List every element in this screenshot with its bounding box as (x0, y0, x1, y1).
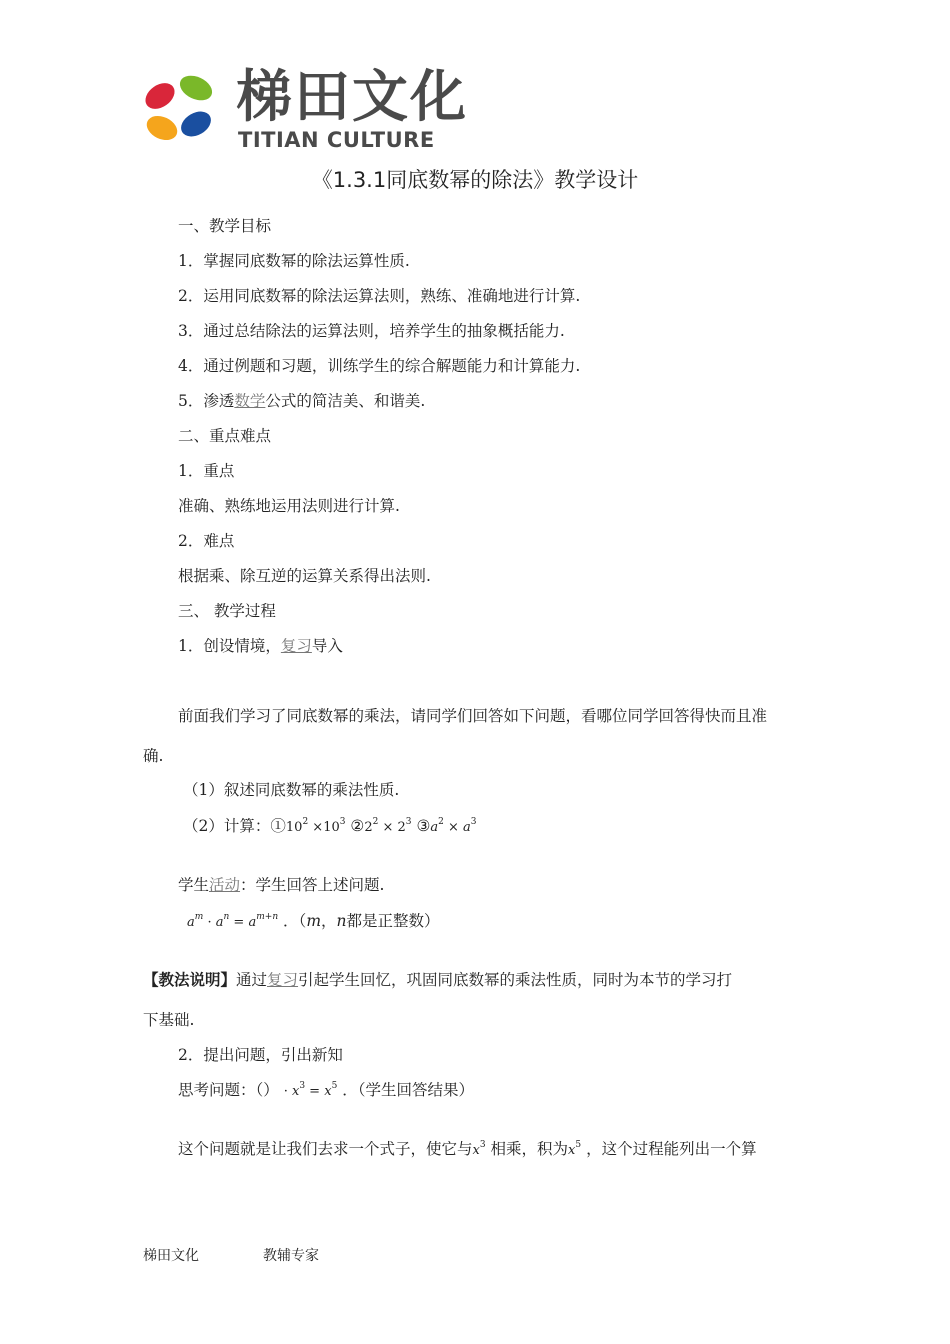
student-activity (178, 874, 384, 896)
math-expression: $a^m \cdot a^n = a^{m+n}$ (187, 912, 279, 930)
review-link[interactable]: 复习 (280, 637, 312, 655)
section2-heading: 二、重点难点 (178, 427, 272, 445)
activity-link[interactable]: 活动 (209, 876, 241, 894)
math-expression: $10^2 \times 10^3$ (285, 817, 346, 835)
question-2 (183, 815, 477, 839)
section3-heading: 三、 教学过程 (178, 602, 276, 620)
section1-heading: 一、教学目标 (178, 217, 272, 235)
method-text: 引起学生回忆，巩固同底数幂的乘法性质，同时为本节的学习打 (298, 971, 733, 989)
objective-text: 公式的简洁美、和谐美. (265, 392, 426, 410)
method-explanation-line2: 下基础. (143, 1011, 195, 1029)
petals-logo-icon (140, 66, 220, 151)
document-title: 《1.3.1同底数幂的除法》教学设计 (311, 168, 639, 192)
step1-text: 1．创设情境， (178, 637, 281, 655)
explanation-paragraph: 这个问题就是让我们去求一个式子，使它与$x^3$ 相乘，积为$x^5$ ，这个过程能列出一个算 (178, 1140, 757, 1158)
difficulty-text: 根据乘、除互逆的运算关系得出法则. (178, 567, 431, 585)
think-label: 思考问题：（） (178, 1081, 279, 1099)
objective-item: 1．掌握同底数幂的除法运算性质. (178, 252, 410, 270)
question-1: （1）叙述同底数幂的乘法性质. (183, 781, 400, 799)
brand-logo (140, 66, 470, 156)
circled-3: ③ (416, 817, 431, 835)
objective-item: 2．运用同底数幂的除法运算法则，熟练、准确地进行计算. (178, 287, 581, 305)
intro-paragraph-line2: 确. (143, 747, 164, 765)
question-2-label: （2）计算： (183, 817, 271, 835)
math-expression: $x^3$ (472, 1140, 486, 1158)
circled-2: ② (350, 817, 365, 835)
step2-heading: 2．提出问题，引出新知 (178, 1046, 343, 1064)
math-expression: $2^2 \times 2^3$ (364, 817, 412, 835)
footer-right: 教辅专家 (263, 1248, 319, 1264)
activity-text: 学生 (178, 876, 210, 894)
method-label: 【教法说明】 (143, 970, 237, 989)
key-point-label: 1．重点 (178, 462, 235, 480)
objective-item: 3．通过总结除法的运算法则，培养学生的抽象概括能力. (178, 322, 565, 340)
step1-text: 导入 (311, 637, 343, 655)
circled-1: ① (270, 817, 286, 835)
objective-item-5 (178, 390, 425, 412)
activity-text: ：学生回答上述问题. (240, 876, 385, 894)
math-link[interactable]: 数学 (234, 392, 266, 410)
math-expression: · $x^3 = x^5$ (283, 1081, 338, 1099)
step1-heading (178, 635, 343, 657)
difficulty-label: 2．难点 (178, 532, 235, 550)
intro-paragraph-line1: 前面我们学习了同底数幂的乘法，请同学们回答如下问题，看哪位同学回答得快而且准 (178, 707, 768, 725)
math-expression: $a^2 \times a^3$ (430, 817, 477, 835)
footer-left: 梯田文化 (143, 1248, 199, 1264)
brand-name-cn: 梯田文化 (236, 65, 468, 130)
method-text: 通过 (236, 971, 268, 989)
review-link[interactable]: 复习 (267, 971, 299, 989)
objective-item: 4．通过例题和习题，训练学生的综合解题能力和计算能力. (178, 357, 581, 375)
think-tail: ．（学生回答结果） (342, 1081, 474, 1099)
think-question (178, 1079, 474, 1103)
brand-name-en: TITIAN CULTURE (238, 128, 435, 152)
multiplication-rule (187, 910, 440, 934)
key-point-text: 准确、熟练地运用法则进行计算. (178, 497, 400, 515)
method-explanation-line1 (143, 969, 732, 991)
math-expression: $x^5$ (568, 1140, 582, 1158)
rule-note: ．（m，n都是正整数） (283, 912, 440, 930)
objective-text: 5．渗透 (178, 392, 235, 410)
